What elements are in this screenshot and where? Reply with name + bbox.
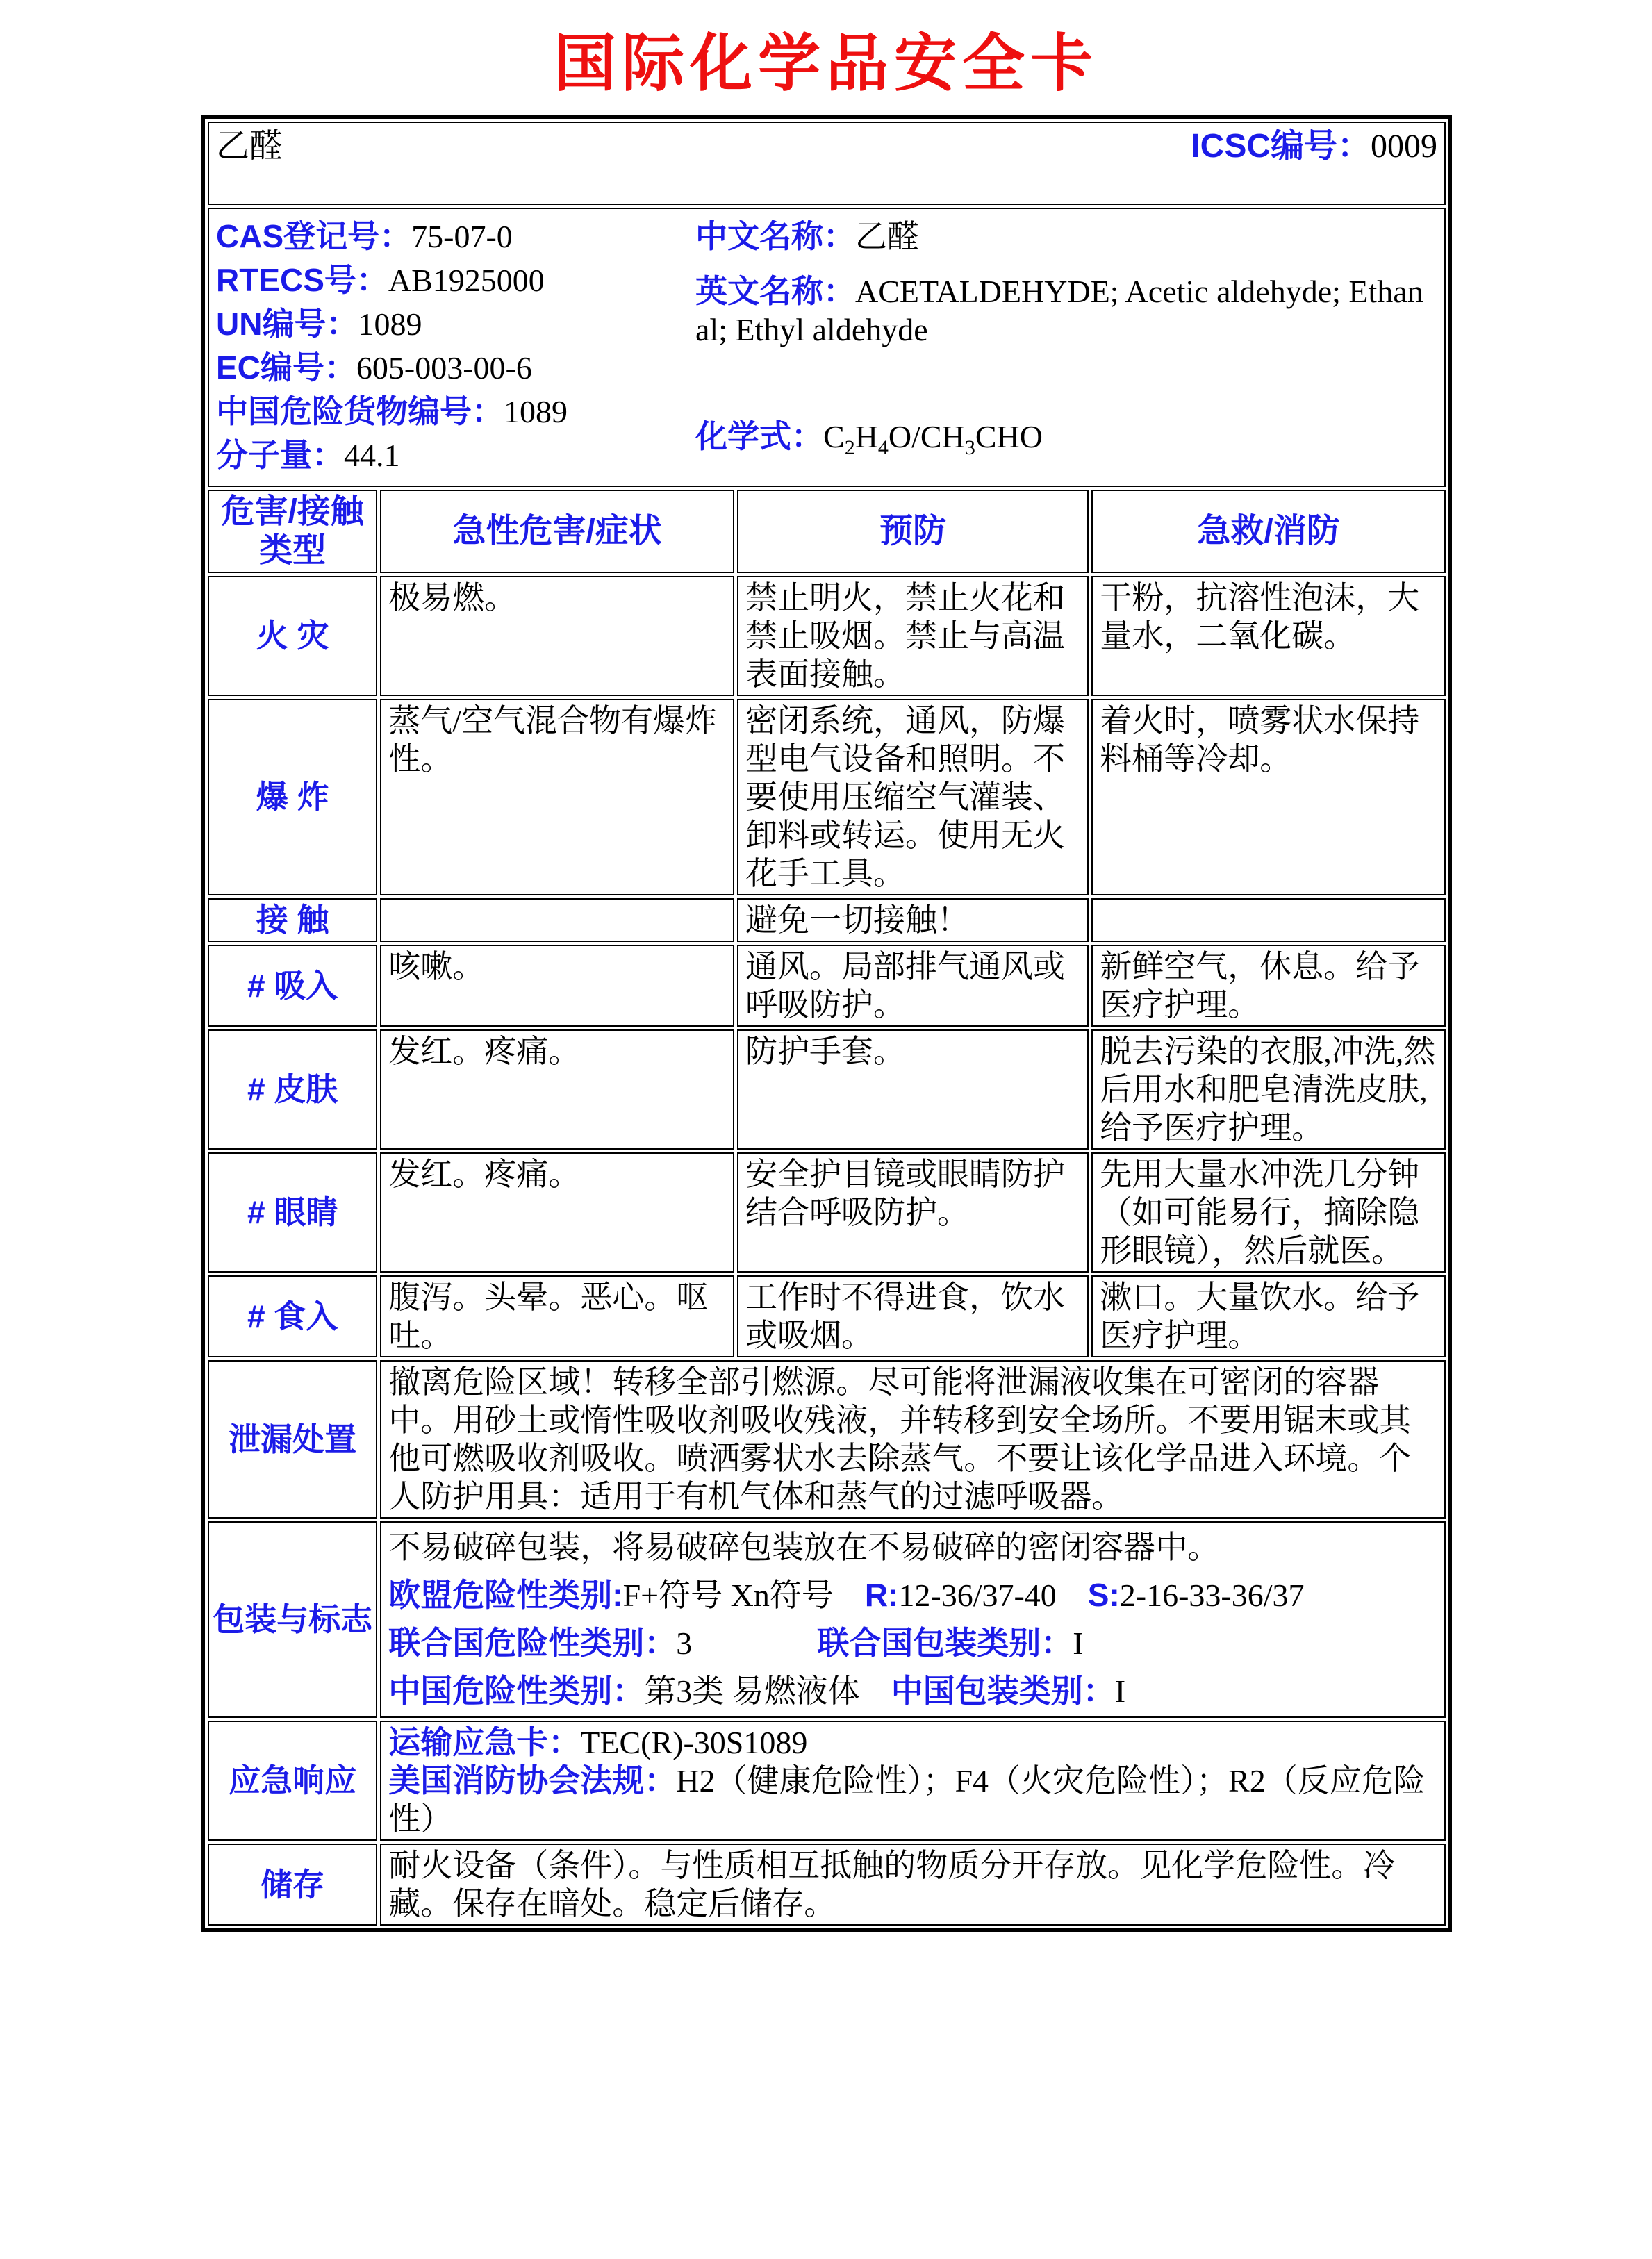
emergency-text-cell (380, 1721, 1446, 1841)
fire-label: 火 灾 (208, 576, 377, 696)
molecular-weight-line: 分子量：44.1 (216, 437, 400, 473)
packaging-general-line: 不易破碎包装，将易破碎包装放在不易破碎的密闭容器中。 (388, 1530, 1220, 1565)
fire-aid-cell: 干粉，抗溶性泡沫，大量水，二氧化碳。 (1091, 576, 1446, 696)
un-number-line: UN编号：1089 (216, 306, 422, 342)
packaging-cn-line: 中国危险性类别：第3类 易燃液体 中国包装类别：I (388, 1673, 1126, 1709)
row-storage (208, 1844, 1446, 1926)
chemical-formula: $C_2H_4O/CH_3CHO$ (823, 419, 1043, 460)
packaging-eu-line: 欧盟危险性类别:F+符号 Xn符号 R:12-36/37-40 S:2-16-33-36/37 (388, 1577, 1305, 1613)
row-eyes (208, 1152, 1446, 1273)
ec-number-line: EC编号：605-003-00-6 (216, 349, 532, 386)
inhalation-prevention-cell: 通风。局部排气通风或呼吸防护。 (737, 945, 1089, 1027)
storage-text-cell: 耐火设备（条件）。与性质相互抵触的物质分开存放。见化学危险性。冷藏。保存在暗处。稳定后储存。 (380, 1844, 1446, 1926)
r-phrases-label: R: (864, 1577, 899, 1613)
contact-aid-cell (1091, 898, 1446, 942)
header-hazard-type: 危害/接触 类型 (208, 490, 377, 573)
icsc-page (0, 29, 1652, 1932)
name-row (208, 122, 1446, 205)
ingestion-label: # 食入 (208, 1275, 377, 1357)
row-inhalation (208, 945, 1446, 1027)
page-title: 国际化学品安全卡 (554, 29, 1098, 99)
storage-label: 储存 (208, 1844, 377, 1926)
ingestion-symptom-cell: 腹泻。头晕。恶心。呕吐。 (380, 1275, 734, 1357)
inhalation-label: # 吸入 (208, 945, 377, 1027)
explosion-symptom-cell: 蒸气/空气混合物有爆炸性。 (380, 699, 734, 895)
skin-symptom-cell: 发红。疼痛。 (380, 1029, 734, 1150)
contact-symptom-cell (380, 898, 734, 942)
eyes-aid-cell: 先用大量水冲洗几分钟（如可能易行，摘除隐形眼镜），然后就医。 (1091, 1152, 1446, 1273)
contact-prevention-cell: 避免一切接触！ (737, 898, 1089, 942)
row-explosion (208, 699, 1446, 895)
ingestion-prevention-cell: 工作时不得进食，饮水或吸烟。 (737, 1275, 1089, 1357)
explosion-prevention-cell: 密闭系统，通风，防爆型电气设备和照明。不要使用压缩空气灌装、卸料或转运。使用无火花手工具。 (737, 699, 1089, 895)
chemical-name-cn: 乙醛 (216, 128, 283, 165)
chinese-name-line: 中文名称：乙醛 (695, 218, 919, 254)
names-block (695, 215, 1437, 477)
packaging-label: 包装与标志 (208, 1521, 377, 1718)
explosion-label: 爆 炸 (208, 699, 377, 895)
emergency-nfpa-line: 美国消防协会法规：H2（健康危险性）；F4（火灾危险性）；R2（反应危险性） (388, 1762, 1426, 1837)
chemical-formula-line: 化学式：$C_2H_4O/CH_3CHO$ (695, 418, 1043, 460)
contact-label: 接 触 (208, 898, 377, 942)
fire-symptom-cell: 极易燃。 (380, 576, 734, 696)
row-fire (208, 576, 1446, 696)
info-row (208, 208, 1446, 487)
skin-aid-cell: 脱去污染的衣服,冲洗,然后用水和肥皂清洗皮肤,给予医疗护理。 (1091, 1029, 1446, 1150)
s-phrases-value: 2-16-33-36/37 (1119, 1578, 1305, 1613)
eyes-symptom-cell: 发红。疼痛。 (380, 1152, 734, 1273)
row-ingestion (208, 1275, 1446, 1357)
eyes-label: # 眼睛 (208, 1152, 377, 1273)
r-phrases-value: 12-36/37-40 (898, 1578, 1057, 1613)
row-contact (208, 898, 1446, 942)
cas-number-line: CAS登记号：75-07-0 (216, 218, 513, 254)
row-spill (208, 1360, 1446, 1519)
inhalation-symptom-cell: 咳嗽。 (380, 945, 734, 1027)
eyes-prevention-cell: 安全护目镜或眼睛防护结合呼吸防护。 (737, 1152, 1089, 1273)
icsc-number (1191, 127, 1437, 165)
skin-prevention-cell: 防护手套。 (737, 1029, 1089, 1150)
fire-prevention-cell: 禁止明火，禁止火花和禁止吸烟。禁止与高温表面接触。 (737, 576, 1089, 696)
registry-numbers-block (216, 215, 695, 477)
icsc-number-value: 0009 (1371, 128, 1437, 165)
icsc-number-label: ICSC编号： (1191, 128, 1371, 165)
packaging-un-line: 联合国危险性类别：3 联合国包装类别：I (388, 1625, 1084, 1661)
english-name-line: 英文名称：ACETALDEHYDE; Acetic aldehyde; Ethanal; Ethyl aldehyde (695, 273, 1423, 347)
emergency-tec-line: 运输应急卡：TEC(R)-30S1089 (388, 1724, 808, 1760)
rtecs-number-line: RTECS号：AB1925000 (216, 262, 545, 298)
packaging-text-cell (380, 1521, 1446, 1718)
china-dg-number-line: 中国危险货物编号：1089 (216, 393, 568, 429)
skin-label: # 皮肤 (208, 1029, 377, 1150)
row-packaging (208, 1521, 1446, 1718)
header-prevention: 预防 (737, 490, 1089, 573)
icsc-card-table (201, 115, 1452, 1932)
name-row-cell (208, 122, 1446, 205)
spill-label: 泄漏处置 (208, 1360, 377, 1519)
info-row-cell (208, 208, 1446, 487)
s-phrases-label: S: (1087, 1577, 1120, 1613)
explosion-aid-cell: 着火时，喷雾状水保持料桶等冷却。 (1091, 699, 1446, 895)
inhalation-aid-cell: 新鲜空气，休息。给予医疗护理。 (1091, 945, 1446, 1027)
table-header-row (208, 490, 1446, 573)
header-symptoms: 急性危害/症状 (380, 490, 734, 573)
emergency-label: 应急响应 (208, 1721, 377, 1841)
row-skin (208, 1029, 1446, 1150)
row-emergency (208, 1721, 1446, 1841)
header-first-aid: 急救/消防 (1091, 490, 1446, 573)
spill-text-cell: 撤离危险区域！转移全部引燃源。尽可能将泄漏液收集在可密闭的容器中。用砂土或惰性吸收剂吸收残液，并转移到安全场所。不要用锯末或其他可燃吸收剂吸收。喷洒雾状水去除蒸气。不要让该化学品进入环境。个人防护用具：适用于有机气体和蒸气的过滤呼吸器。 (380, 1360, 1446, 1519)
ingestion-aid-cell: 漱口。大量饮水。给予医疗护理。 (1091, 1275, 1446, 1357)
